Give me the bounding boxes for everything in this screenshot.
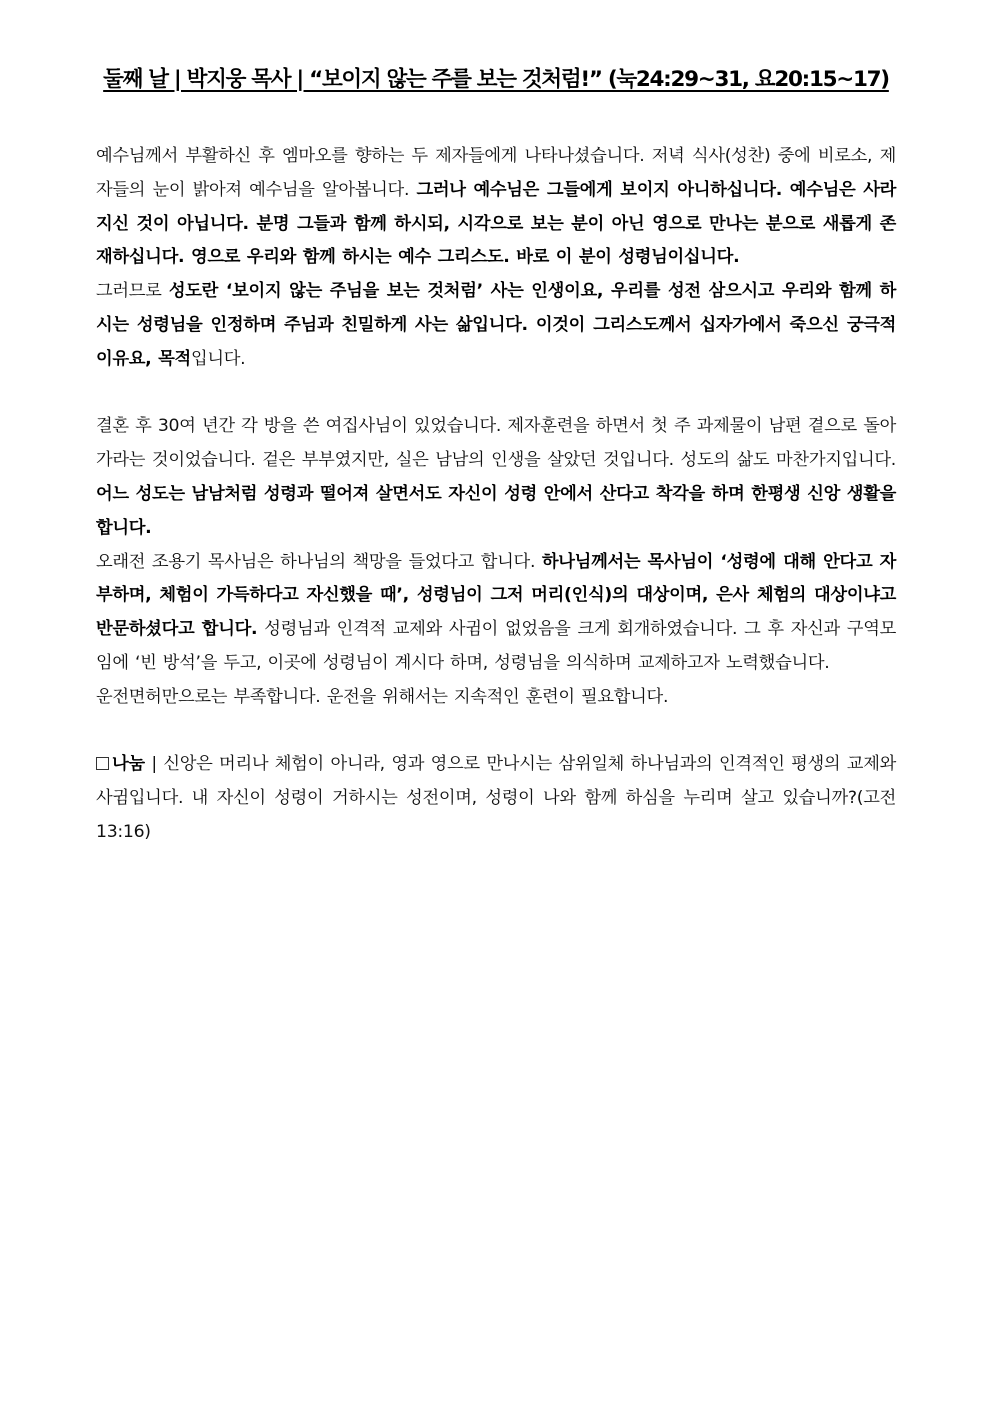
paragraph-text: 성령님과 인격적 교제와 사귐이 없었음을 크게 회개하였습니다. 그 후 자신과 구역모임에 ‘빈 방석’을 두고, 이곳에 성령님이 계시다 하며, 성령님을 의식하며 교제하고자 노력했습니다. (96, 619, 896, 673)
sharing-question (96, 748, 896, 849)
body-paragraph (96, 275, 896, 376)
body-paragraph (96, 546, 896, 681)
paragraph-text: | 신앙은 머리나 체험이 아니라, 영과 영으로 만나시는 삼위일체 하나님과의 인격적인 평생의 교제와 사귐입니다. 내 자신이 성령이 거하시는 성전이며, 성령이 나와 함께 하심을 누리며 살고 있습니까?(고전13:16) (96, 754, 896, 842)
body-paragraph (96, 410, 896, 545)
emphasis-text: 어느 성도는 남남처럼 성령과 떨어져 살면서도 자신이 성령 안에서 산다고 착각을 하며 한평생 신앙 생활을 합니다. (96, 483, 896, 538)
paragraph-text: 예수님께서 부활하신 후 엠마오를 향하는 두 제자들에게 나타나셨습니다. 저녁 식사(성찬) 중에 비로소, 제자들의 눈이 밝아져 예수님을 알아봅니다. (96, 146, 896, 200)
emphasis-text: 나눔 (112, 754, 145, 775)
page-title: 둘째 날 | 박지웅 목사 | “보이지 않는 주를 보는 것처럼!” (눅24:29~31, 요20:15~17) (103, 67, 889, 92)
paragraph-text: 결혼 후 30여 년간 각 방을 쓴 여집사님이 있었습니다. 제자훈련을 하면서 첫 주 과제물이 남편 곁으로 돌아가라는 것이었습니다. 겉은 부부였지만, 실은 남남의 인생을 살았던 것입니다. 성도의 삶도 마찬가지입니다. (96, 416, 896, 471)
body-paragraph (96, 681, 896, 715)
document-body (96, 140, 896, 850)
emphasis-text: 성도란 ‘보이지 않는 주님을 보는 것처럼’ 사는 인생이요, 우리를 성전 삼으시고 우리와 함께 하시는 성령님을 인정하며 주님과 친밀하게 사는 삶입니다. 이것이 그리스도께서 십자가에서 죽으신 궁극적 이유요, 목적 (96, 281, 896, 369)
paragraph-text: 그러므로 (96, 281, 169, 302)
paragraph-text: 오래전 조용기 목사님은 하나님의 책망을 들었다고 합니다. (96, 551, 542, 572)
paragraph-text: 운전면허만으로는 부족합니다. 운전을 위해서는 지속적인 훈련이 필요합니다. (96, 686, 669, 707)
emphasis-text: 그러나 예수님은 그들에게 보이지 아니하십니다. 예수님은 사라지신 것이 아닙니다. 분명 그들과 함께 하시되, 시각으로 보는 분이 아닌 영으로 만나는 분으로 새롭게 존재하십니다. 영으로 우리와 함께 하시는 예수 그리스도. 바로 이 분이 성령님이십니다. (96, 179, 896, 268)
checkbox-icon (96, 757, 109, 770)
emphasis-text: 하나님께서는 목사님이 ‘성령에 대해 안다고 자부하며, 체험이 가득하다고 자신했을 때’, 성령님이 그저 머리(인식)의 대상이며, 은사 체험의 대상이냐고 반문하셨다고 합니다. (96, 551, 896, 640)
paragraph-gap (96, 715, 896, 749)
body-paragraph (96, 140, 896, 275)
paragraph-text: 입니다. (190, 348, 246, 369)
paragraph-gap (96, 377, 896, 411)
